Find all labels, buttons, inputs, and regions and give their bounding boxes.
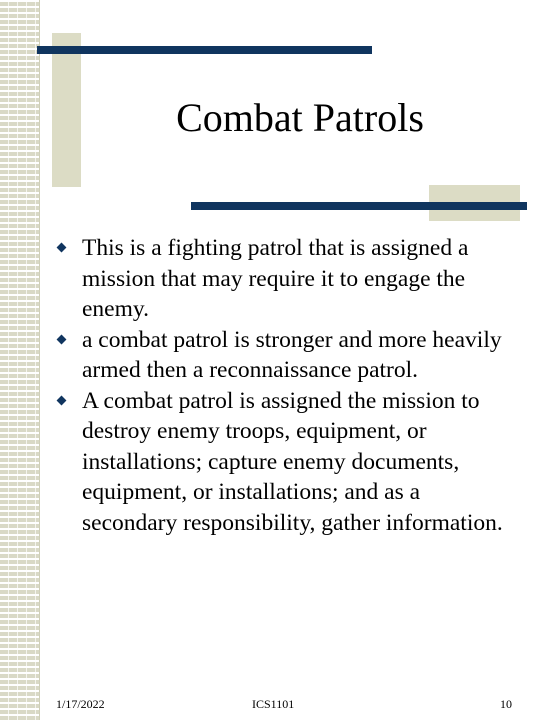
footer-page-number: 10 [500, 697, 512, 711]
slide-title: Combat Patrols [176, 95, 424, 140]
left-stripe-decoration [0, 0, 40, 720]
footer-center-text: ICS1101 [252, 697, 295, 711]
diamond-bullet-icon [57, 334, 67, 344]
bullet-item [56, 386, 516, 539]
diamond-bullet-icon [57, 395, 67, 405]
bullet-text: a combat patrol is stronger and more heavily armed then a reconnaissance patrol. [82, 326, 502, 383]
bullet-item [56, 233, 516, 325]
footer-date: 1/17/2022 [56, 697, 105, 711]
top-rule [37, 46, 372, 54]
bullet-text: This is a fighting patrol that is assigned a mission that may require it to engage the enemy. [82, 235, 469, 322]
bullet-text: A combat patrol is assigned the mission to destroy enemy troops, equipment, or installations; capture enemy documents, equipment, or installations; and as a secondary responsibility, gather information. [82, 387, 503, 536]
bottom-rule [191, 202, 527, 210]
bullet-item [56, 325, 516, 386]
diamond-bullet-icon [57, 243, 67, 253]
bullet-list [56, 233, 516, 538]
